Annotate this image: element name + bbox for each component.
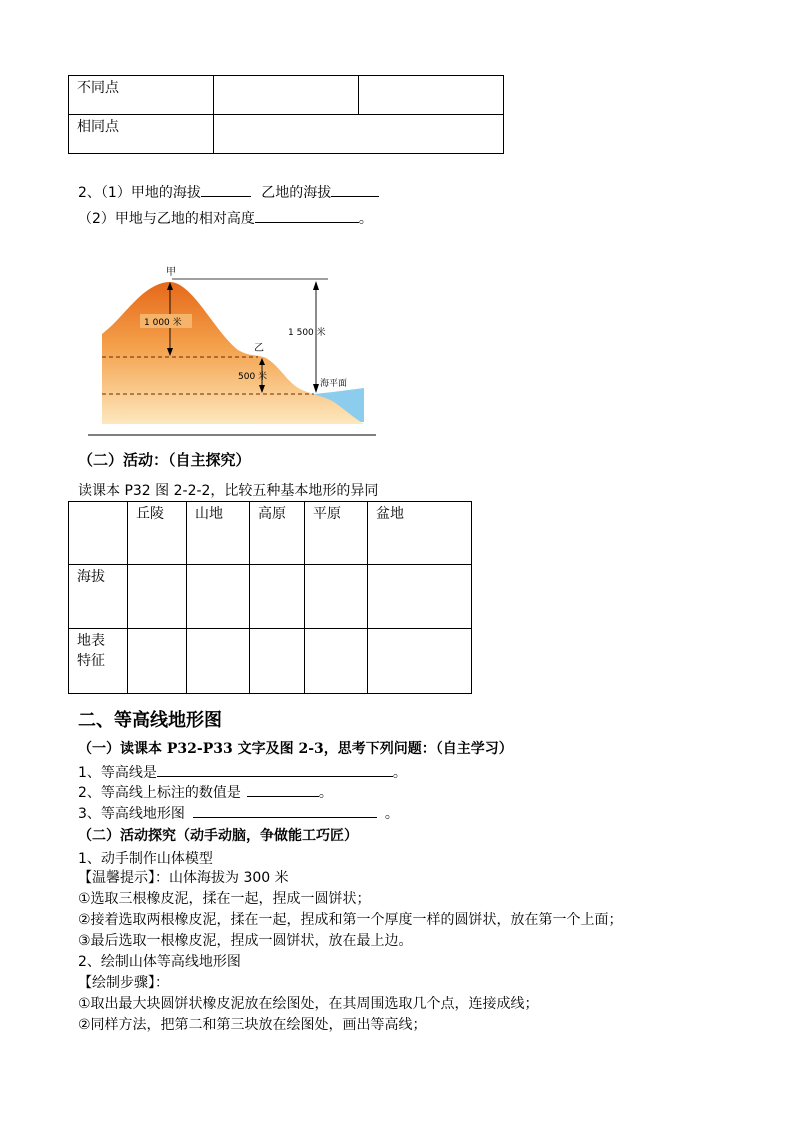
s2-draw-2: ②同样方法，把第二和第三块放在绘图处，画出等高线； [78, 1017, 427, 1033]
elevation-diagram [88, 262, 388, 440]
s2-q3-label: 3、等高线地形图 [78, 806, 185, 822]
question-2-line-2 [78, 208, 373, 228]
section-2-title: 二、等高线地形图 [78, 710, 222, 731]
answer-blank[interactable] [157, 762, 393, 777]
q2-label-b: 乙地的海拔 [261, 185, 332, 201]
answer-blank[interactable] [331, 182, 379, 197]
table-cell[interactable] [250, 565, 305, 629]
compare-cell[interactable] [214, 76, 359, 115]
period: 。 [392, 765, 407, 781]
answer-blank[interactable] [247, 782, 319, 797]
section-2-sub-1: （一）读课本 P32-P33 文字及图 2-3，思考下列问题：（自主学习） [78, 741, 513, 757]
column-header: 高原 [250, 502, 305, 565]
compare-row-label: 相同点 [69, 115, 214, 154]
mountain-shape [102, 282, 364, 424]
s2-draw-heading: 【绘制步骤】： [78, 975, 169, 991]
table-cell[interactable] [305, 629, 368, 694]
compare-table [68, 75, 504, 154]
answer-blank[interactable] [255, 208, 359, 223]
s2-q1 [78, 762, 407, 782]
column-header: 山地 [187, 502, 250, 565]
s2-draw-1: ①取出最大块圆饼状橡皮泥放在绘图处，在其周围选取几个点，连接成线； [78, 996, 539, 1012]
column-header: 丘陵 [128, 502, 187, 565]
height-500-label: 500 米 [238, 372, 268, 382]
column-header: 平原 [305, 502, 368, 565]
row-header [69, 629, 128, 694]
column-header: 盆地 [368, 502, 472, 565]
table-cell[interactable] [187, 629, 250, 694]
sea-level-label: 海平面 [320, 379, 348, 389]
q2-label-c: （2）甲地与乙地的相对高度 [78, 211, 255, 227]
point-b-label: 乙 [254, 343, 264, 354]
row-header: 海拔 [69, 565, 128, 629]
q2-label-a: 2、（1）甲地的海拔 [78, 185, 201, 201]
s2-tip-2: ②接着选取两根橡皮泥，揉在一起，捏成和第一个厚度一样的圆饼状，放在第一个上面； [78, 912, 623, 928]
table-cell[interactable] [128, 565, 187, 629]
row-header-line-1: 地表 [77, 633, 105, 649]
compare-cell[interactable] [359, 76, 504, 115]
height-1000-label: 1 000 米 [144, 318, 182, 328]
compare-row-label: 不同点 [69, 76, 214, 115]
table-cell[interactable] [368, 565, 472, 629]
landform-table [68, 501, 472, 694]
s2-q1-label: 1、等高线是 [78, 765, 157, 781]
peak-label: 甲 [166, 267, 176, 278]
answer-blank[interactable] [193, 803, 377, 818]
s2-q2-label: 2、等高线上标注的数值是 [78, 785, 241, 801]
table-cell[interactable] [187, 565, 250, 629]
s2-tip-1: ①选取三根橡皮泥，揉在一起，捏成一圆饼状； [78, 891, 371, 907]
height-1500-label: 1 500 米 [288, 328, 326, 338]
question-2-line-1 [78, 182, 379, 202]
period: 。 [384, 806, 399, 822]
s2-q3 [78, 803, 399, 823]
table-cell[interactable] [250, 629, 305, 694]
s2-q2 [78, 782, 333, 802]
table-cell[interactable] [128, 629, 187, 694]
s2-tip: 【温馨提示】：山体海拔为 300 米 [78, 870, 289, 886]
activity-intro: 读课本 P32 图 2-2-2，比较五种基本地形的异同 [78, 483, 379, 499]
activity-heading: （二）活动：（自主探究） [78, 451, 251, 469]
period: 。 [318, 785, 333, 801]
table-cell[interactable] [368, 629, 472, 694]
s2-step-2: 2、绘制山体等高线地形图 [78, 954, 241, 970]
table-cell[interactable] [305, 565, 368, 629]
row-header-line-2: 特征 [77, 653, 105, 669]
section-2-sub-2: （二）活动探究（动手动脑，争做能工巧匠） [78, 828, 358, 844]
answer-blank[interactable] [201, 182, 251, 197]
s2-step-1: 1、动手制作山体模型 [78, 851, 213, 867]
compare-cell[interactable] [214, 115, 504, 154]
period: 。 [358, 211, 373, 227]
s2-tip-3: ③最后选取一根橡皮泥，捏成一圆饼状，放在最上边。 [78, 933, 413, 949]
corner-cell [69, 502, 128, 565]
